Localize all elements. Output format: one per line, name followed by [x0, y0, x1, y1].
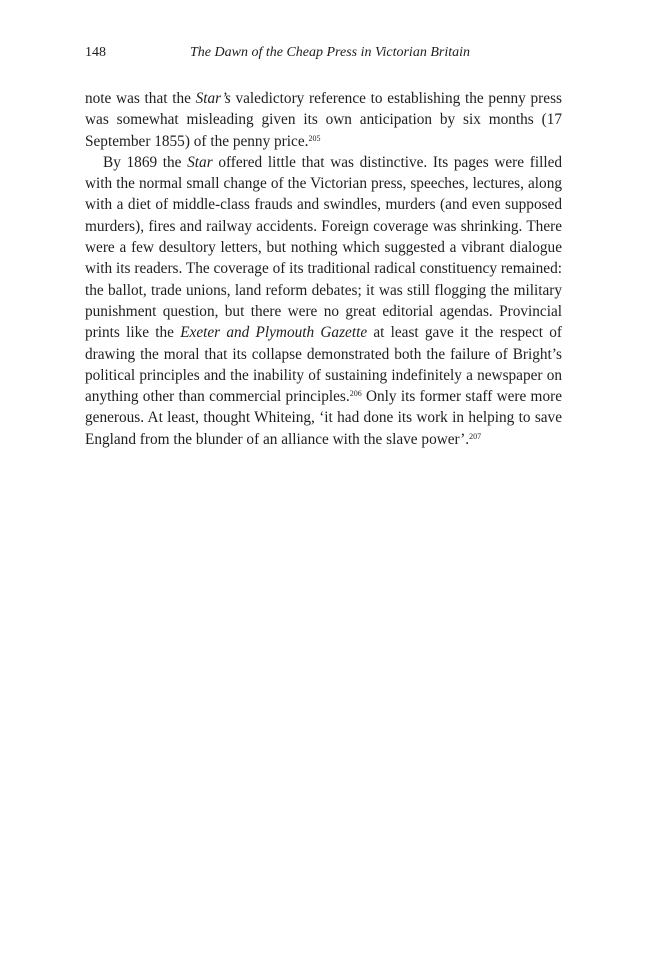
footnote-ref-207: 207: [469, 431, 482, 441]
paragraph-2: [85, 152, 562, 450]
text-run: valedictory reference to establishing the penny press was somewhat misleading given its own anticipation by six months (17 September 1855) of the penny price.: [85, 90, 562, 150]
footnote-ref-206: 206: [349, 388, 362, 398]
italic-run: Star: [187, 153, 213, 171]
italic-run: Exeter and Plymouth Gazette: [180, 324, 368, 342]
text-run: at least gave it the respect of drawing the moral that its collapse demonstrated both the failure of Bright’s political principles and the inability of sustaining indefinitely a newspaper on anything other than commercial principles.: [85, 324, 562, 406]
text-run: note was that the: [85, 90, 196, 107]
page-number: 148: [85, 45, 106, 60]
text-run: By 1869 the: [103, 153, 188, 171]
book-title: The Dawn of the Cheap Press in Victorian Britain: [190, 45, 470, 60]
italic-run: Star’s: [195, 90, 231, 107]
text-run: offered little that was distinctive. Its pages were filled with the normal small change of the Victorian press, speeches, lectures, along with a diet of middle-class frauds and swindles, murders (and even supposed murders), fires and railway accidents. Foreign coverage was shrinking. There were a few desultory letters, but nothing which suggested a vibrant dialogue with its readers. The coverage of its traditional radical constituency remained: the ballot, trade unions, land reform debates; it was still flogging the military punishment question, but there were no great editorial agendas. Provincial prints like the: [85, 153, 563, 342]
running-head: [85, 45, 562, 65]
text-run: Only its former staff were more generous. At least, thought Whiteing, ‘it had done its work in helping to save England from the blunder of an alliance with the slave power’.: [85, 388, 562, 448]
paragraph-1: [85, 88, 562, 152]
footnote-ref-205: 205: [308, 133, 321, 143]
body-text: [85, 88, 562, 450]
